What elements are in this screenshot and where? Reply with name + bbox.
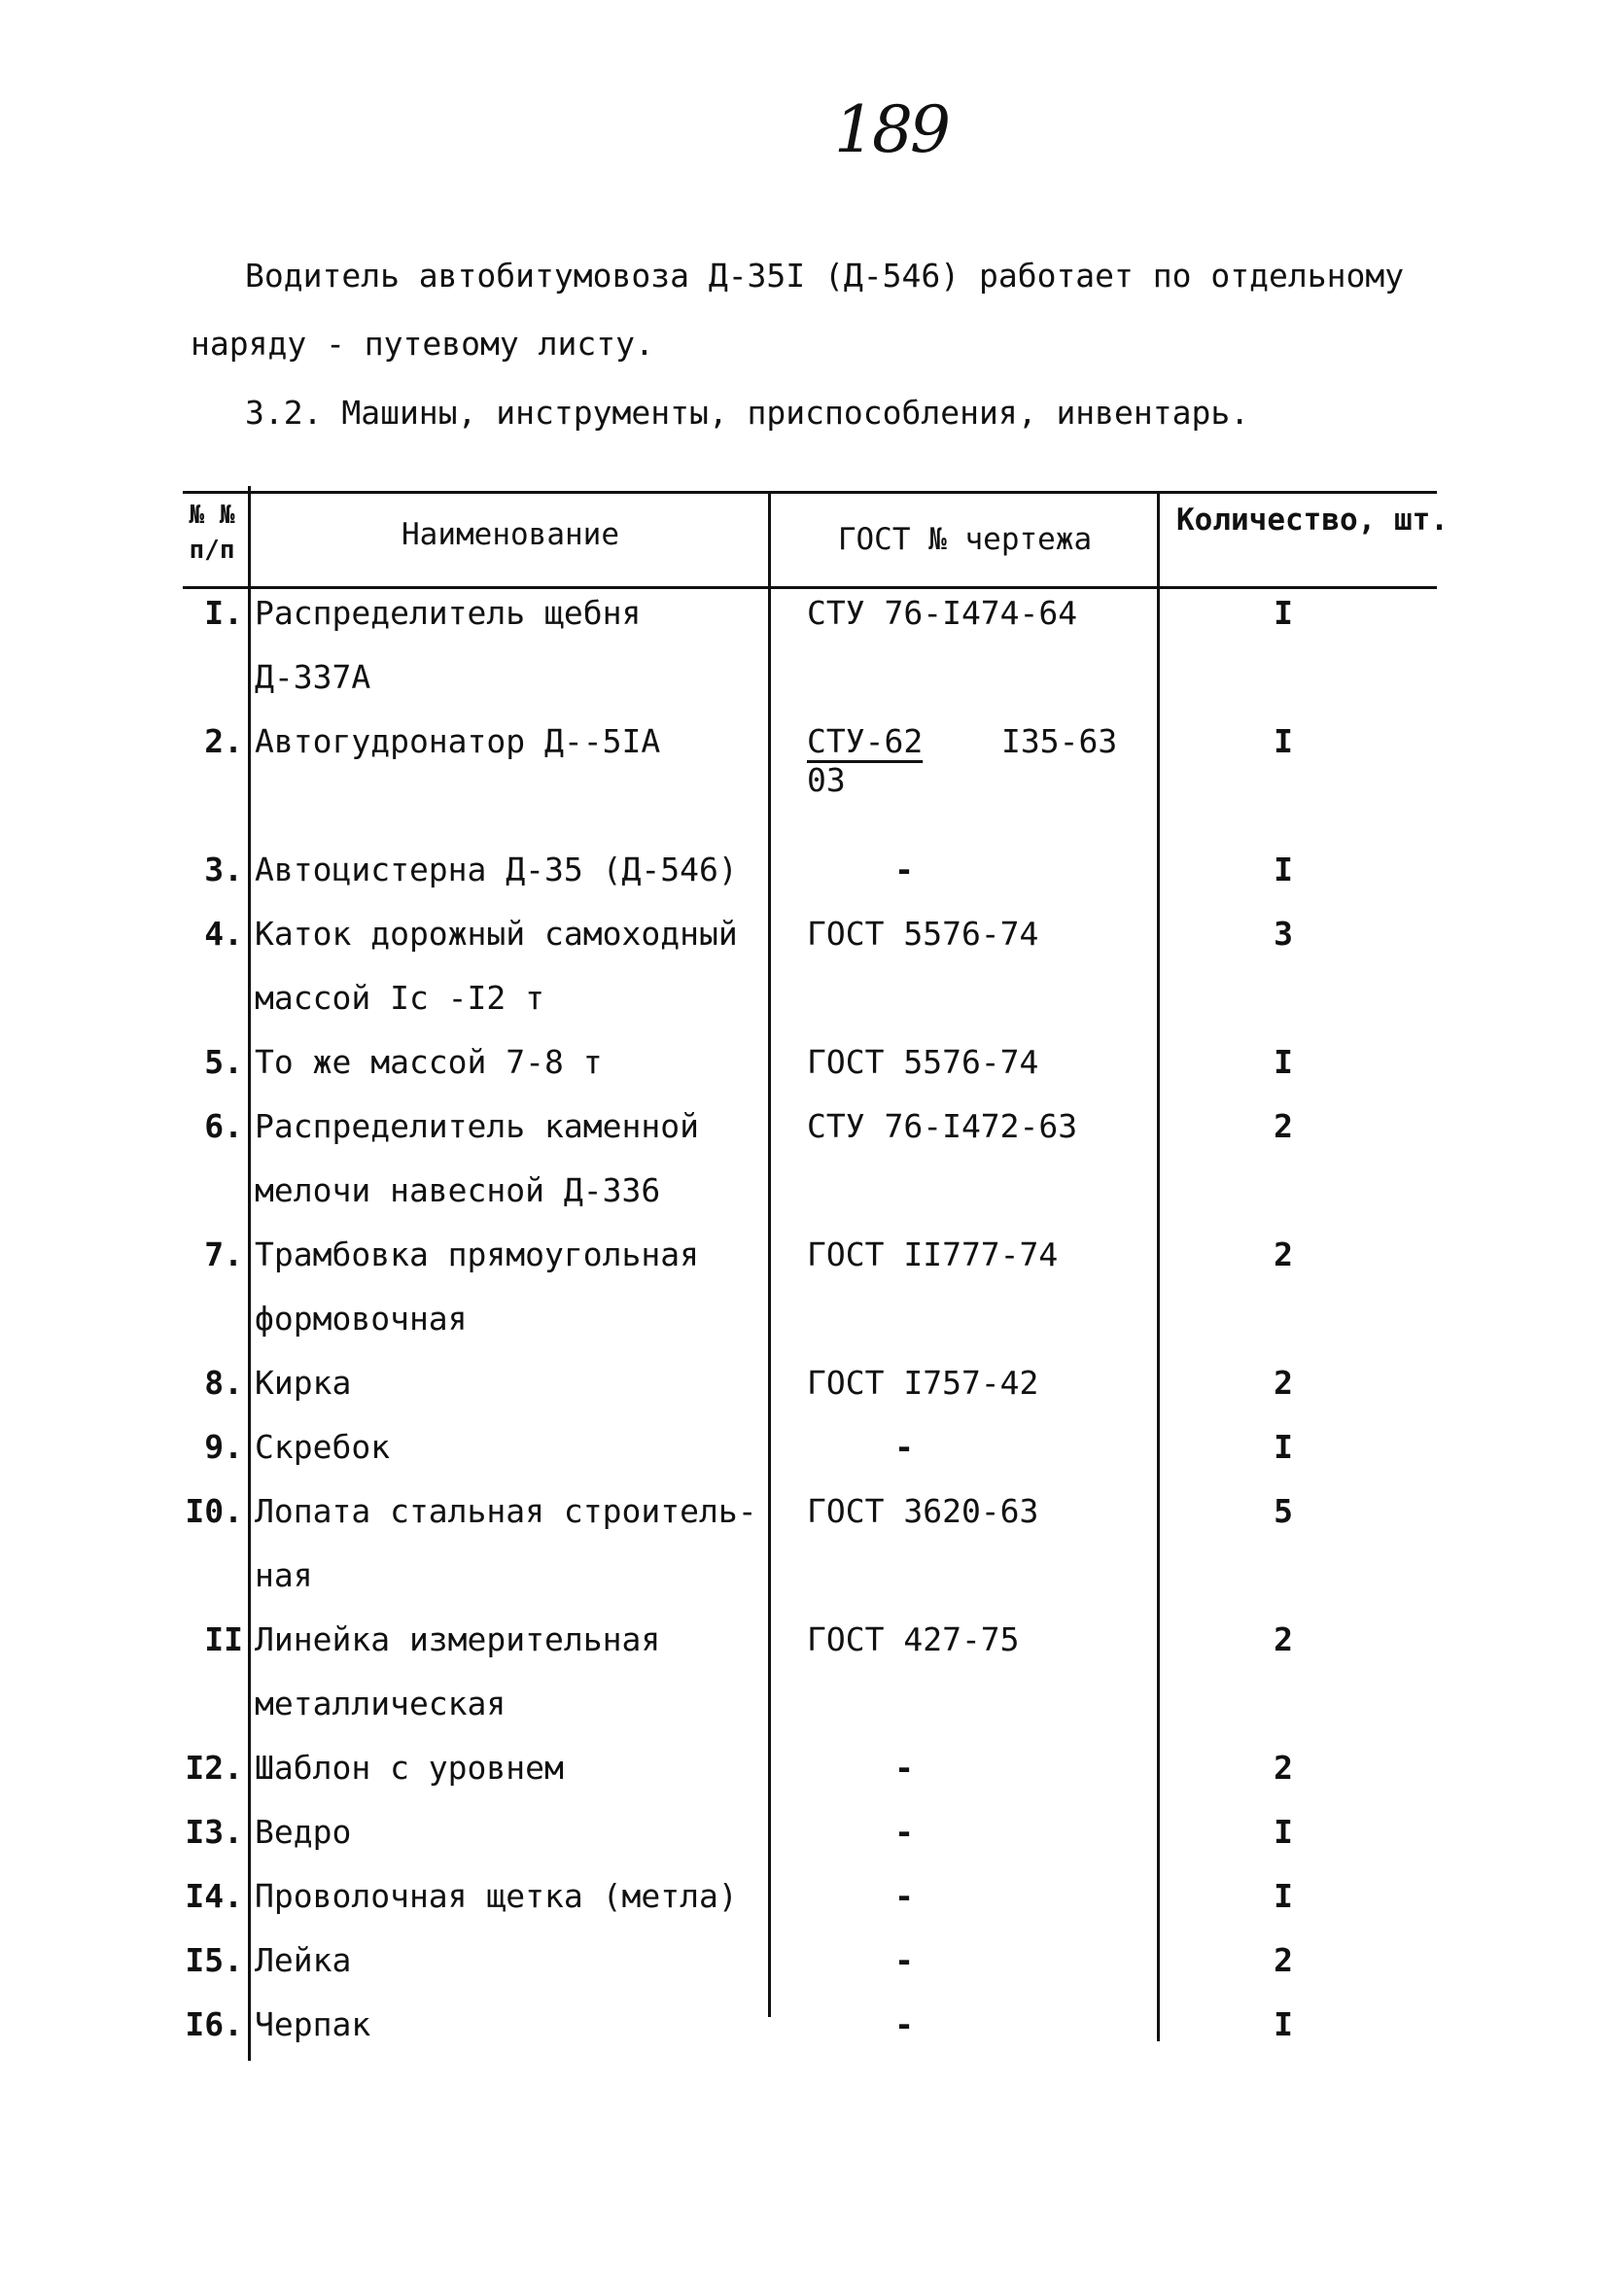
row-number: I4. <box>185 1877 243 1915</box>
row-number: 2. <box>204 722 243 760</box>
row-gost: ГОСТ 5576-74 <box>807 915 1039 953</box>
row-gost: - <box>894 1813 914 1851</box>
row-number: I5. <box>185 1941 243 1979</box>
intro-line-2: наряду - путевому листу. <box>191 325 654 363</box>
row-number: 5. <box>204 1043 243 1081</box>
row-number: I2. <box>185 1749 243 1787</box>
row-name-cont: формовочная <box>255 1300 468 1338</box>
row-name: Распределитель щебня <box>255 594 642 632</box>
row-gost: - <box>894 1941 914 1979</box>
row-gost: - <box>894 2005 914 2043</box>
page-number: 189 <box>834 92 948 167</box>
row-name: Шаблон с уровнем <box>255 1749 564 1787</box>
row-gost: СТУ-62 <box>807 722 924 760</box>
row-number: 4. <box>204 915 243 953</box>
row-name: Лопата стальная строитель- <box>255 1492 757 1530</box>
row-name-cont: массой Iс -I2 т <box>255 979 545 1017</box>
row-qty: 3 <box>1274 915 1293 953</box>
row-number: I6. <box>185 2005 243 2043</box>
row-number: 9. <box>204 1428 243 1466</box>
header-name: Наименование <box>402 517 619 552</box>
intro-line-1: Водитель автобитумовоза Д-35I (Д-546) работает по отдельному <box>245 257 1405 295</box>
row-name: Каток дорожный самоходный <box>255 915 738 953</box>
header-num: № № п/п <box>189 501 235 565</box>
row-qty: I <box>1274 594 1293 632</box>
row-qty: 5 <box>1274 1492 1293 1530</box>
row-gost: ГОСТ I757-42 <box>807 1364 1039 1402</box>
row-gost: - <box>894 1749 914 1787</box>
row-name: Черпак <box>255 2005 371 2043</box>
row-name-cont: металлическая <box>255 1685 507 1722</box>
row-name: Ведро <box>255 1813 352 1851</box>
row-name: Автогудронатор Д--5IA <box>255 722 661 760</box>
row-number: I0. <box>185 1492 243 1530</box>
row-number: I. <box>204 594 243 632</box>
row-gost: ГОСТ II777-74 <box>807 1235 1059 1273</box>
row-gost: ГОСТ 5576-74 <box>807 1043 1039 1081</box>
row-number: 6. <box>204 1107 243 1145</box>
row-name: Трамбовка прямоугольная <box>255 1235 699 1273</box>
row-gost-extra: I35-63 <box>1001 722 1118 760</box>
row-qty: I <box>1274 1043 1293 1081</box>
section-heading: 3.2. Машины, инструменты, приспособления, инвентарь. <box>245 394 1250 432</box>
row-gost: СТУ 76-I474-64 <box>807 594 1078 632</box>
row-qty: 2 <box>1274 1620 1293 1658</box>
row-name: Распределитель каменной <box>255 1107 699 1145</box>
table-top-rule <box>183 491 1437 494</box>
row-name: Скребок <box>255 1428 391 1466</box>
row-number: I3. <box>185 1813 243 1851</box>
row-name-cont: ная <box>255 1556 313 1594</box>
row-name: Кирка <box>255 1364 352 1402</box>
row-name: Автоцистерна Д-35 (Д-546) <box>255 851 738 888</box>
row-number: II <box>204 1620 243 1658</box>
row-qty: 2 <box>1274 1235 1293 1273</box>
row-qty: 2 <box>1274 1364 1293 1402</box>
row-qty: 2 <box>1274 1941 1293 1979</box>
row-qty: I <box>1274 1813 1293 1851</box>
row-qty: 2 <box>1274 1107 1293 1145</box>
row-number: 8. <box>204 1364 243 1402</box>
row-name: Проволочная щетка (метла) <box>255 1877 738 1915</box>
row-qty: 2 <box>1274 1749 1293 1787</box>
row-name-cont: Д-337А <box>255 658 371 696</box>
row-name: Линейка измерительная <box>255 1620 661 1658</box>
header-gost: ГОСТ № чертежа <box>837 522 1093 557</box>
row-number: 7. <box>204 1235 243 1273</box>
row-gost: СТУ 76-I472-63 <box>807 1107 1078 1145</box>
row-gost-cont: 03 <box>807 761 846 799</box>
row-qty: I <box>1274 1428 1293 1466</box>
row-number: 3. <box>204 851 243 888</box>
row-name: То же массой 7-8 т <box>255 1043 603 1081</box>
row-gost: - <box>894 1428 914 1466</box>
row-name-cont: мелочи навесной Д-336 <box>255 1171 661 1209</box>
row-gost: - <box>894 1877 914 1915</box>
row-gost: - <box>894 851 914 888</box>
row-name: Лейка <box>255 1941 352 1979</box>
header-qty: Количество, шт. <box>1176 503 1449 538</box>
row-gost: ГОСТ 427-75 <box>807 1620 1020 1658</box>
row-qty: I <box>1274 1877 1293 1915</box>
table-divider-1 <box>248 486 251 2061</box>
row-gost: ГОСТ 3620-63 <box>807 1492 1039 1530</box>
row-qty: I <box>1274 2005 1293 2043</box>
row-qty: I <box>1274 851 1293 888</box>
row-qty: I <box>1274 722 1293 760</box>
